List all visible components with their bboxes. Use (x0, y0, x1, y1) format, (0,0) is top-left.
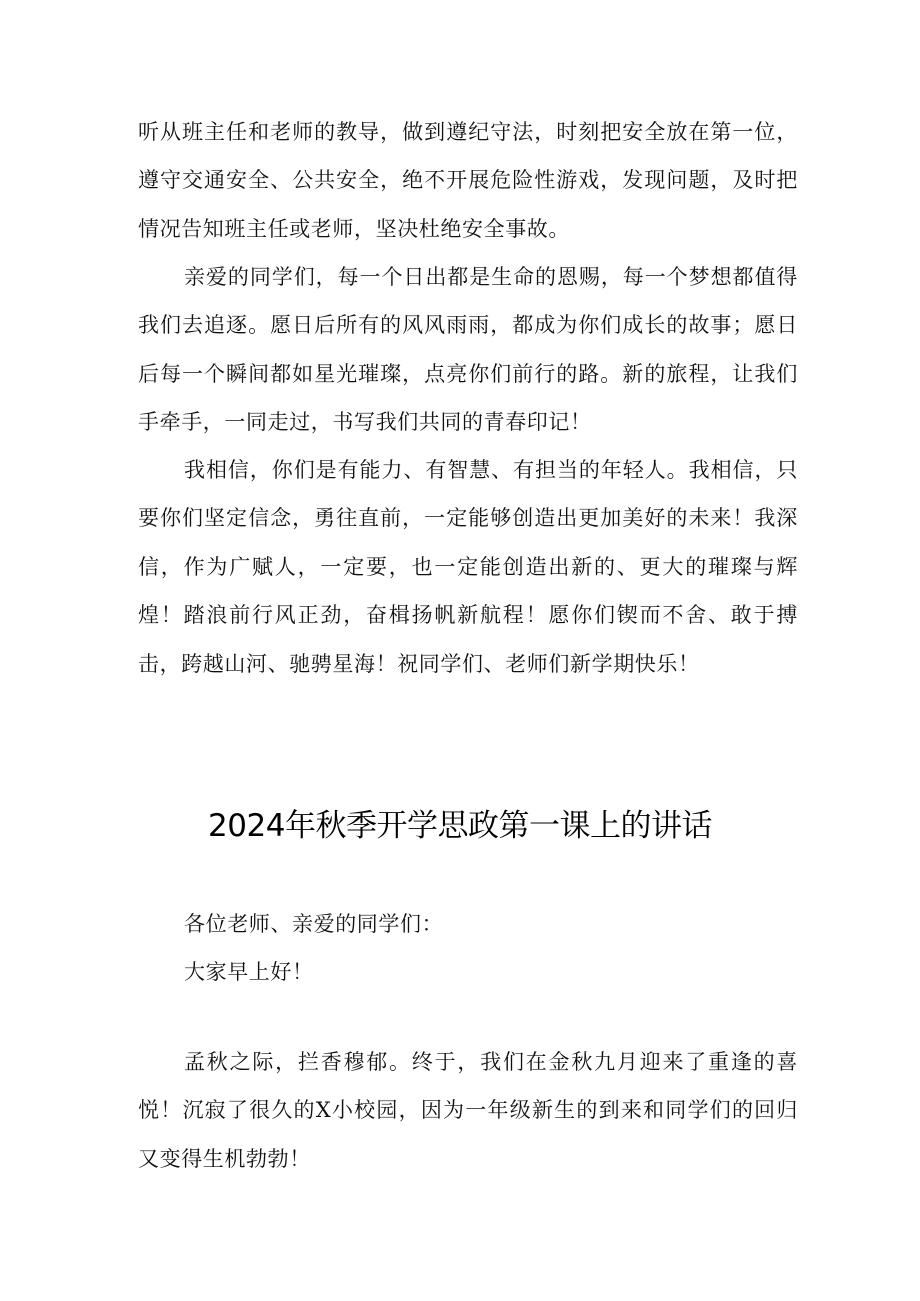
speech-title: 2024年秋季开学思政第一课上的讲话 (208, 808, 712, 844)
body-paragraph: 孟秋之际，拦香穆郁。终于，我们在金秋九月迎来了重逢的喜悦！沉寂了很久的X小校园，因为一年级新生的到来和同学们的回归又变得生机勃勃！ (138, 1050, 798, 1171)
greeting-line: 各位老师、亲爱的同学们： (184, 912, 444, 936)
salutation-line: 大家早上好！ (184, 960, 314, 984)
body-paragraph: 听从班主任和老师的教导，做到遵纪守法，时刻把安全放在第一位，遵守交通安全、公共安全，绝不开展危险性游戏，发现问题，及时把情况告知班主任或老师，坚决杜绝安全事故。 (138, 120, 798, 241)
body-paragraph: 亲爱的同学们，每一个日出都是生命的恩赐，每一个梦想都值得我们去追逐。愿日后所有的风风雨雨，都成为你们成长的故事；愿日后每一个瞬间都如星光璀璨，点亮你们前行的路。新的旅程，让我们手牵手，一同走过，书写我们共同的青春印记！ (138, 265, 798, 435)
body-paragraph: 我相信，你们是有能力、有智慧、有担当的年轻人。我相信，只要你们坚定信念，勇往直前，一定能够创造出更加美好的未来！我深信，作为广赋人，一定要，也一定能创造出新的、更大的璀璨与辉煌！踏浪前行风正劲，奋楫扬帆新航程！愿你们锲而不舍、敢于搏击，跨越山河、驰骋星海！祝同学们、老师们新学期快乐！ (138, 458, 798, 676)
